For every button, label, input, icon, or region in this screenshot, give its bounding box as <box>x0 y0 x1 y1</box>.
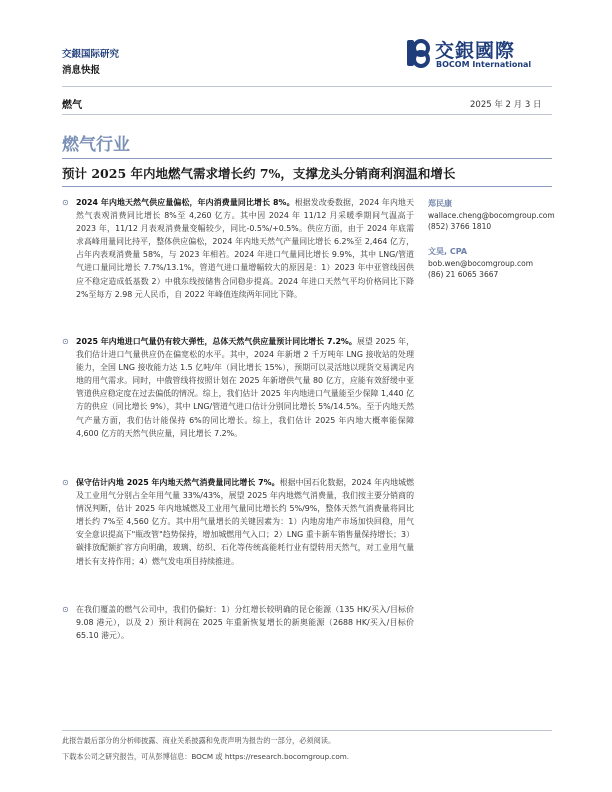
footer-disclaimer: 此报告最后部分的分析师披露、商业关系披露和免责声明为报告的一部分，必须阅读。 <box>62 736 336 745</box>
report-type: 消息快报 <box>62 65 101 76</box>
footer-divider <box>62 730 552 731</box>
analyst-card <box>428 246 533 281</box>
analyst-name: 郑民康 <box>428 199 452 208</box>
paragraph-lead: 2024 年内地天然气供应量偏松，年内消费量同比增长 8%。 <box>76 198 295 207</box>
logo-text: 交銀國際 <box>435 40 516 62</box>
top-divider <box>62 86 552 87</box>
paragraph-body: 根据中国石化数据，2024 年内地城燃及工业用气分别占全年用气量 33%/43%，展望 2025 年内地燃气消费量，我们按主要分销商的情况判断，估计 2025 年内地城燃及工业用气量同比增长约 5%/9%，整体天然气消费量将同比增长约 7%至 4,560 亿方。其中用气量增长的关键因素为：1）内地房地产市场加快回稳，用气安全意识提高下"瓶改管"趋势保持，增加城燃用气入口；2）LNG 重卡新车销售量保持增长；3）碳排放配额扩容方向明确，玻璃、纺织、石化等传统高能耗行业有望转用天然气，对工业用气量增长有支持作用；4）燃气发电项目持续推进。 <box>76 478 414 566</box>
analyst-email[interactable]: bob.wen@bocomgroup.com <box>428 258 534 268</box>
paragraph-consumption <box>62 476 414 568</box>
paragraph-body: 根据发改委数据，2024 年内地天然气表观消费同比增长 8%至 4,260 亿方。其中因 2024 年 11/12 月采暖季期间气温高于 2023 年，11/12 月表观消费量变幅较少，同比-0.5%/+0.5%。供应方面，由于 2024 年底需求高峰用量同比持平，整体供应偏松，2024 年内地天然气产量同比增长 6.2%至 2,464 亿方，占年内表观消费量 58%，与 2023 年相若。2024 年进口气量同比增长 9.9%，其中 LNG/管道气进口量同比增长 7.7%/13.1%，管道气进口量增幅较大的原因是：1）2023 年中亚管线因供应不稳定造成低基数 2）中俄东线按储售合同稳步提高。2024 年进口天然气平均价格同比下降 2%至每方 2.98 元人民币，自 2022 年峰值连续两年同比下降。 <box>76 198 414 299</box>
bullet-icon: ⊙ <box>62 198 69 207</box>
analyst-card <box>428 198 555 233</box>
report-date: 2025 年 2 月 3 日 <box>470 100 542 110</box>
bullet-icon: ⊙ <box>62 605 69 614</box>
headline-divider <box>62 186 552 187</box>
paragraph-body: 在我们覆盖的燃气公司中，我们仍偏好：1）分红增长较明确的昆仑能源（135 HK/买入/目标价 9.08 港元），以及 2）预计利润在 2025 年重新恢复增长的新奥能源（2688 HK/买入/目标价 65.10 港元）。 <box>76 605 414 641</box>
paragraph-preference <box>62 603 414 642</box>
sector-divider <box>62 114 552 115</box>
paragraph-lead: 2025 年内地进口气量仍有较大弹性，总体天然气供应量预计同比增长 7.2%。 <box>76 337 357 346</box>
footer-download[interactable]: 下载本公司之研究报告，可从彭博信息：BOCM 或 https://research.bocomgroup.com. <box>62 752 350 761</box>
bullet-icon: ⊙ <box>62 337 69 346</box>
page-title: 燃气行业 <box>62 135 130 155</box>
title-divider <box>62 158 552 159</box>
brand-name: 交銀国际研究 <box>62 49 120 60</box>
analyst-email[interactable]: wallace.cheng@bocomgroup.com <box>428 210 555 220</box>
paragraph-imports <box>62 335 414 440</box>
analyst-name: 文昊, CPA <box>428 247 468 256</box>
bullet-icon: ⊙ <box>62 478 69 487</box>
headline: 预计 2025 年内地燃气需求增长约 7%，支撑龙头分销商利润温和增长 <box>62 166 456 181</box>
logo-english-text: BOCOM International <box>436 60 532 69</box>
bocom-logo-icon <box>405 38 431 68</box>
paragraph-lead: 保守估计内地 2025 年内地天然气消费量同比增长 7%。 <box>76 478 280 487</box>
analyst-phone: (86) 21 6065 3667 <box>428 270 499 279</box>
paragraph-supply <box>62 196 414 301</box>
paragraph-body: 展望 2025 年，我们估计进口气量供应仍在偏宽松的水平。其中，2024 年新增 2 千万吨年 LNG 接收站的处理能力，全国 LNG 接收能力达 1.5 亿吨/年（同比增长 15%），预期可以灵活地以现货交易满足内地的用气需求。同时，中俄管线将按照计划在 2025 年新增供气量 80 亿方，应能有效舒缓中亚管道供应稳定度在过去偏低的情况。综上，我们估计 2025 年内地进口气量能至少保障 1,440 亿方的供应（同比增长 9%），其中 LNG/管道气进口估计分别同比增长 5%/14.5%。至于内地天然气产量方面，我们估计能保持 6%的同比增长。综上，我们估计 2025 年内地大概率能保障 4,600 亿方的天然气供应量，同比增长 7.2%。 <box>76 337 414 438</box>
sector-label: 燃气 <box>62 100 82 111</box>
analyst-phone: (852) 3766 1810 <box>428 222 492 231</box>
